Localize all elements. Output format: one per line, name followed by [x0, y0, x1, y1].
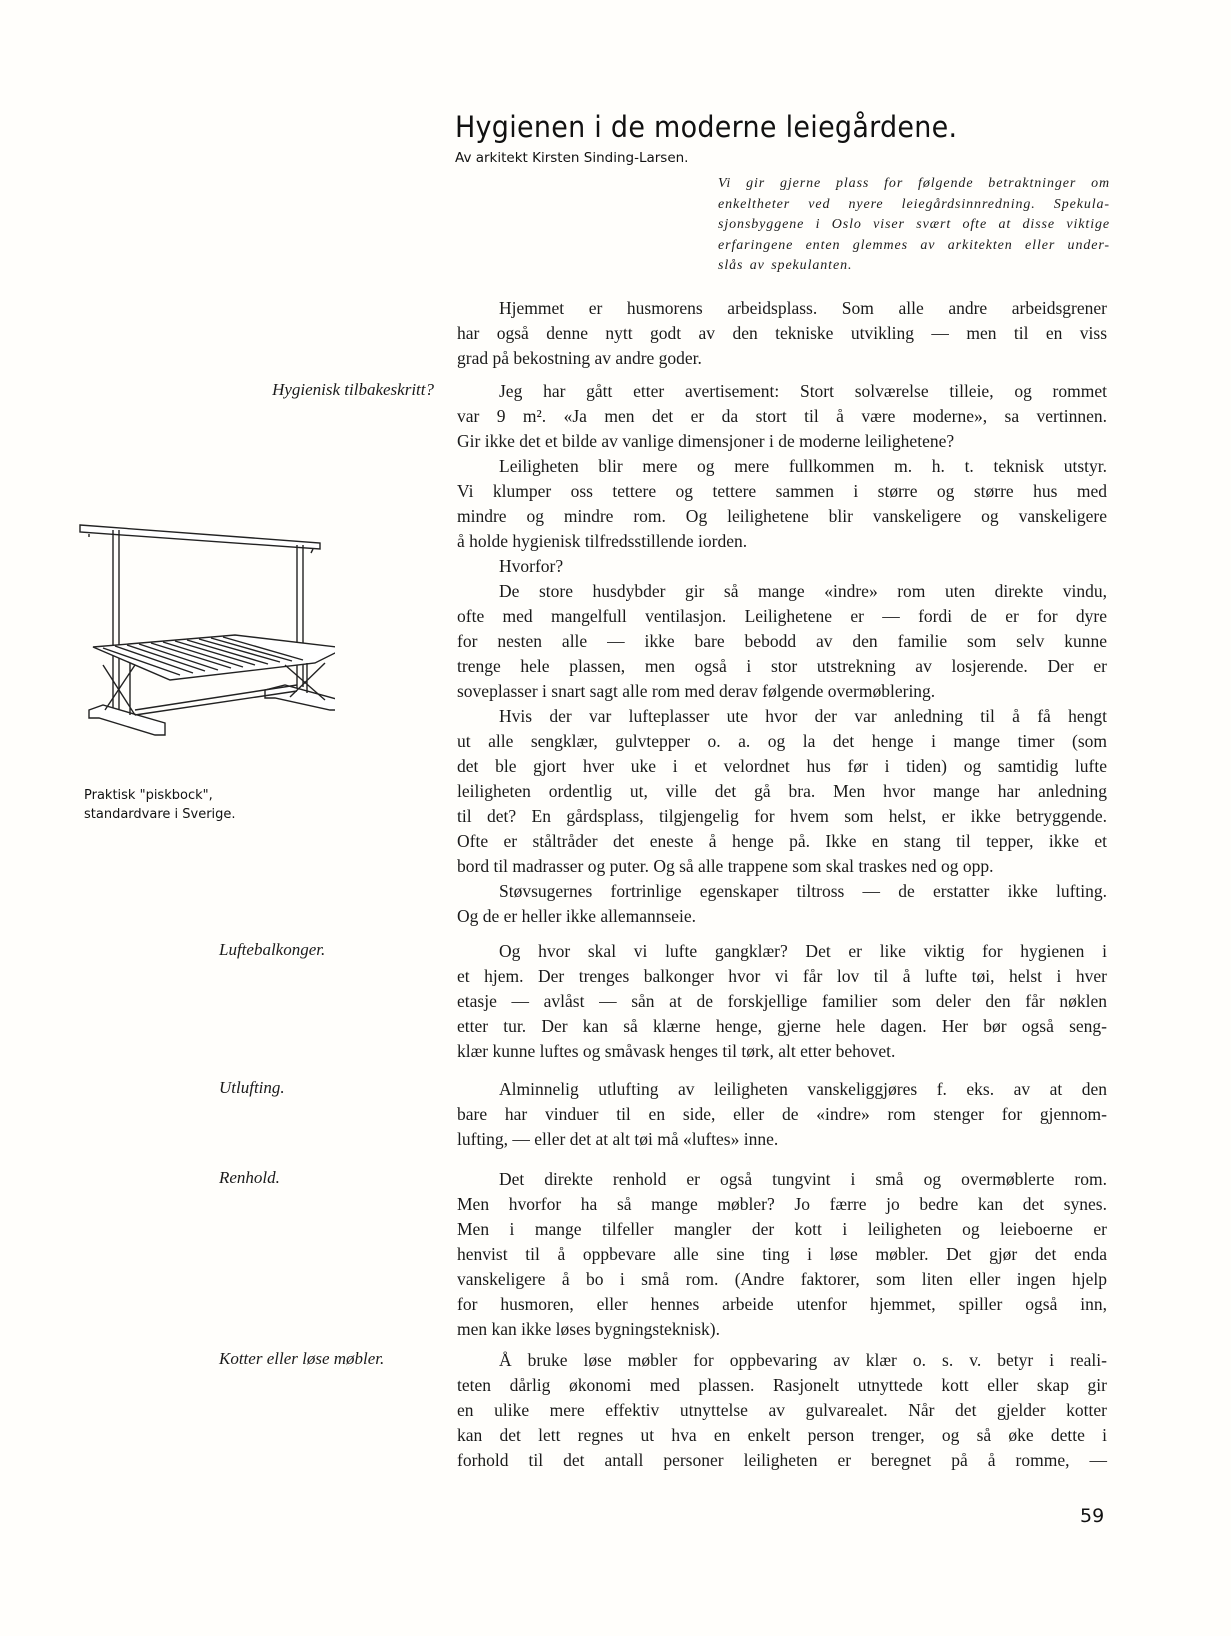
body-line: Men i mange tilfeller mangler der kott i leiligheten og leieboerne er: [457, 1219, 1107, 1239]
body-line: mindre og mindre rom. Og leilighetene blir vanskeligere og vanskeligere: [457, 506, 1107, 526]
margin-label-renhold: Renhold.: [219, 1168, 280, 1187]
body-line: leiligheten ordentlig ut, ville det gå bra. Men hvor mange har anledning: [457, 781, 1107, 801]
body-line: Støvsugernes fortrinlige egenskaper tiltross — de erstatter ikke lufting.: [499, 881, 1107, 901]
body-line: bare har vinduer til en side, eller de «indre» rom stenger for gjennom-: [457, 1104, 1107, 1124]
body-line: men kan ikke løses bygningsteknisk).: [457, 1319, 720, 1339]
section-renhold: [457, 1167, 1107, 1342]
body-line: grad på bekostning av andre goder.: [457, 348, 702, 368]
body-line: Hvis der var lufteplasser ute hvor der var anledning til å få hengt: [499, 706, 1107, 726]
page-number: 59: [1080, 1505, 1105, 1527]
body-line: teten dårlig økonomi med plassen. Rasjonelt utnyttede kott eller skap gir: [457, 1375, 1107, 1395]
body-line: ut alle sengklær, gulvtepper o. a. og la det henge i mange timer (som: [457, 731, 1107, 751]
body-line: til det? En gårdsplass, tilgjengelig for hvem som helst, er ikke betryggende.: [457, 806, 1107, 826]
section-luftebalkonger: [457, 939, 1107, 1064]
body-line: etter tur. Der kan så klærne henge, gjerne hele dagen. Her bør også seng-: [457, 1016, 1107, 1036]
body-line: De store husdybder gir så mange «indre» rom uten direkte vindu,: [499, 581, 1107, 601]
body-line: Men hvorfor ha så mange møbler? Jo færre jo bedre kan det synes.: [457, 1194, 1107, 1214]
body-line: bord til madrasser og puter. Og så alle trappene som skal traskes ned og opp.: [457, 856, 994, 876]
body-line: Alminnelig utlufting av leiligheten vanskeliggjøres f. eks. av at den: [499, 1079, 1107, 1099]
body-line: Og hvor skal vi lufte gangklær? Det er like viktig for hygienen i: [499, 941, 1107, 961]
body-line: Og de er heller ikke allemannseie.: [457, 906, 697, 926]
body-line: etasje — avlåst — sån at de forskjellige familier som deler den får nøklen: [457, 991, 1107, 1011]
caption-line: standardvare i Sverige.: [84, 807, 236, 822]
body-line: for husmoren, eller hennes arbeide utenfor hjemmet, spiller også inn,: [457, 1294, 1107, 1314]
body-line: Leiligheten blir mere og mere fullkommen m. h. t. teknisk utstyr.: [499, 456, 1107, 476]
body-line: lufting, — eller det at alt tøi må «luftes» inne.: [457, 1129, 779, 1149]
body-line: Det direkte renhold er også tungvint i små og overmøblerte rom.: [499, 1169, 1107, 1189]
article-title: Hygienen i de moderne leiegårdene.: [455, 110, 958, 144]
body-line: trenge hele plassen, men også i stor utstrekning av losjerende. Der er: [457, 656, 1107, 676]
section-hygienisk-tilbakeskritt: [457, 379, 1107, 929]
body-line: Ofte er ståltråder det eneste å henge på. Ikke en stang til tepper, ikke et: [457, 831, 1107, 851]
intro-line: enkeltheter ved nyere leiegårdsinnredning. Spekula-: [718, 196, 1110, 212]
body-line: kan det lett regnes ut hva en enkelt person trenger, og så øke dette i: [457, 1425, 1107, 1445]
editorial-intro: [718, 174, 1110, 277]
body-line: Å bruke løse møbler for oppbevaring av klær o. s. v. betyr i reali-: [499, 1350, 1107, 1370]
body-line: forhold til det antall personer leiligheten er beregnet på å romme, —: [457, 1450, 1107, 1470]
body-line: å holde hygienisk tilfredsstillende iorden.: [457, 531, 748, 551]
body-line: har også denne nytt godt av den tekniske utvikling — men til en viss: [457, 323, 1107, 343]
section-utlufting: [457, 1077, 1107, 1152]
body-line: Hvorfor?: [499, 556, 564, 576]
margin-label-hygienisk-tilbakeskritt: Hygienisk tilbakeskritt?: [272, 380, 434, 399]
intro-line: sjonsbyggene i Oslo viser svært ofte at disse viktige: [718, 217, 1110, 232]
section-kotter-eller-lose-mobler: [457, 1348, 1107, 1473]
beating-rack-illustration-icon: [75, 515, 335, 745]
figure-caption: [84, 786, 236, 824]
body-line: soveplasser i snart sagt alle rom med derav følgende overmøblering.: [457, 681, 936, 701]
body-line: Hjemmet er husmorens arbeidsplass. Som alle andre arbeidsgrener: [499, 298, 1107, 318]
body-line: henvist til å oppbevare alle sine ting i løse møbler. Det gjør det enda: [457, 1244, 1107, 1264]
body-line: ofte med mangelfull ventilasjon. Leilighetene er — fordi de er for dyre: [457, 606, 1107, 626]
intro-line: erfaringene enten glemmes av arkitekten eller under-: [718, 237, 1110, 253]
body-line: klær kunne luftes og småvask henges til tørk, alt etter behovet.: [457, 1041, 896, 1061]
body-line: Jeg har gått etter avertisement: Stort solværelse tilleie, og rommet: [499, 381, 1107, 401]
margin-label-utlufting: Utlufting.: [219, 1078, 285, 1097]
caption-line: Praktisk "piskbock",: [84, 788, 213, 803]
body-line: et hjem. Der trenges balkonger hvor vi får lov til å lufte tøi, helst i hver: [457, 966, 1107, 986]
margin-label-luftebalkonger: Luftebalkonger.: [219, 940, 326, 959]
body-line: Gir ikke det et bilde av vanlige dimensjoner i de moderne leilighetene?: [457, 431, 955, 451]
body-line: vanskeligere å bo i små rom. (Andre faktorer, som liten eller ingen hjelp: [457, 1269, 1107, 1289]
intro-line: slås av spekulanten.: [718, 258, 853, 273]
intro-line: Vi gir gjerne plass for følgende betraktninger om: [718, 176, 1110, 191]
body-line: for nesten alle — ikke bare bebodd av den familie som selv kunne: [457, 631, 1107, 651]
body-line: det ble gjort hver uke i et velordnet hus før i tiden) og samtidig lufte: [457, 756, 1107, 776]
section-intro-paragraph: [457, 296, 1107, 371]
article-byline: Av arkitekt Kirsten Sinding-Larsen.: [455, 150, 689, 166]
margin-label-kotter-eller-lose-mobler: Kotter eller løse møbler.: [219, 1349, 385, 1368]
body-line: Vi klumper oss tettere og tettere sammen i større og større hus med: [457, 481, 1107, 501]
body-line: var 9 m². «Ja men det er da stort til å være moderne», sa vertinnen.: [457, 406, 1107, 426]
body-line: en ulike mere effektiv utnyttelse av gulvarealet. Når det gjelder kotter: [457, 1400, 1107, 1420]
